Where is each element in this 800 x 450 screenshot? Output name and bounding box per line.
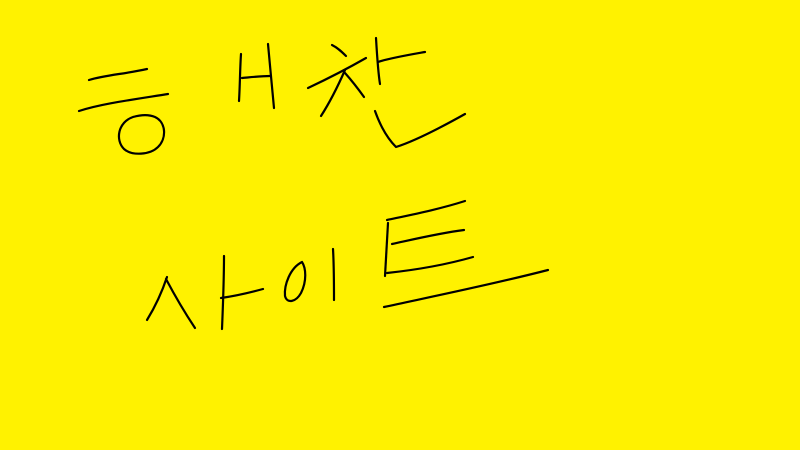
stroke-gae-1	[239, 54, 241, 101]
stroke-teu-bottom	[387, 257, 473, 273]
stroke-teu-base	[384, 270, 548, 307]
stroke-chan-bar	[308, 58, 366, 88]
stroke-sa-vowel-h	[221, 289, 263, 298]
stroke-sa-right	[166, 279, 195, 328]
stroke-i-vowel	[333, 249, 334, 300]
stroke-deung-ieung	[119, 115, 164, 154]
stroke-teu-mid	[392, 230, 464, 244]
stroke-deung-mid	[79, 94, 168, 111]
stroke-deung-top	[89, 69, 147, 80]
stroke-i-ieung	[285, 262, 305, 301]
stroke-sa-left	[147, 277, 167, 320]
stroke-chan-vowel-h	[378, 52, 425, 62]
handwritten-line-1	[79, 38, 465, 154]
stroke-chan-right	[345, 73, 364, 97]
stroke-teu-left	[385, 223, 388, 276]
handwritten-line-2	[147, 201, 548, 329]
stroke-teu-top	[387, 201, 465, 220]
stroke-chan-dot	[332, 45, 346, 56]
stroke-chan-nieun	[375, 111, 465, 147]
stroke-gae-2	[242, 76, 270, 78]
stroke-sa-vowel-v	[222, 256, 224, 329]
